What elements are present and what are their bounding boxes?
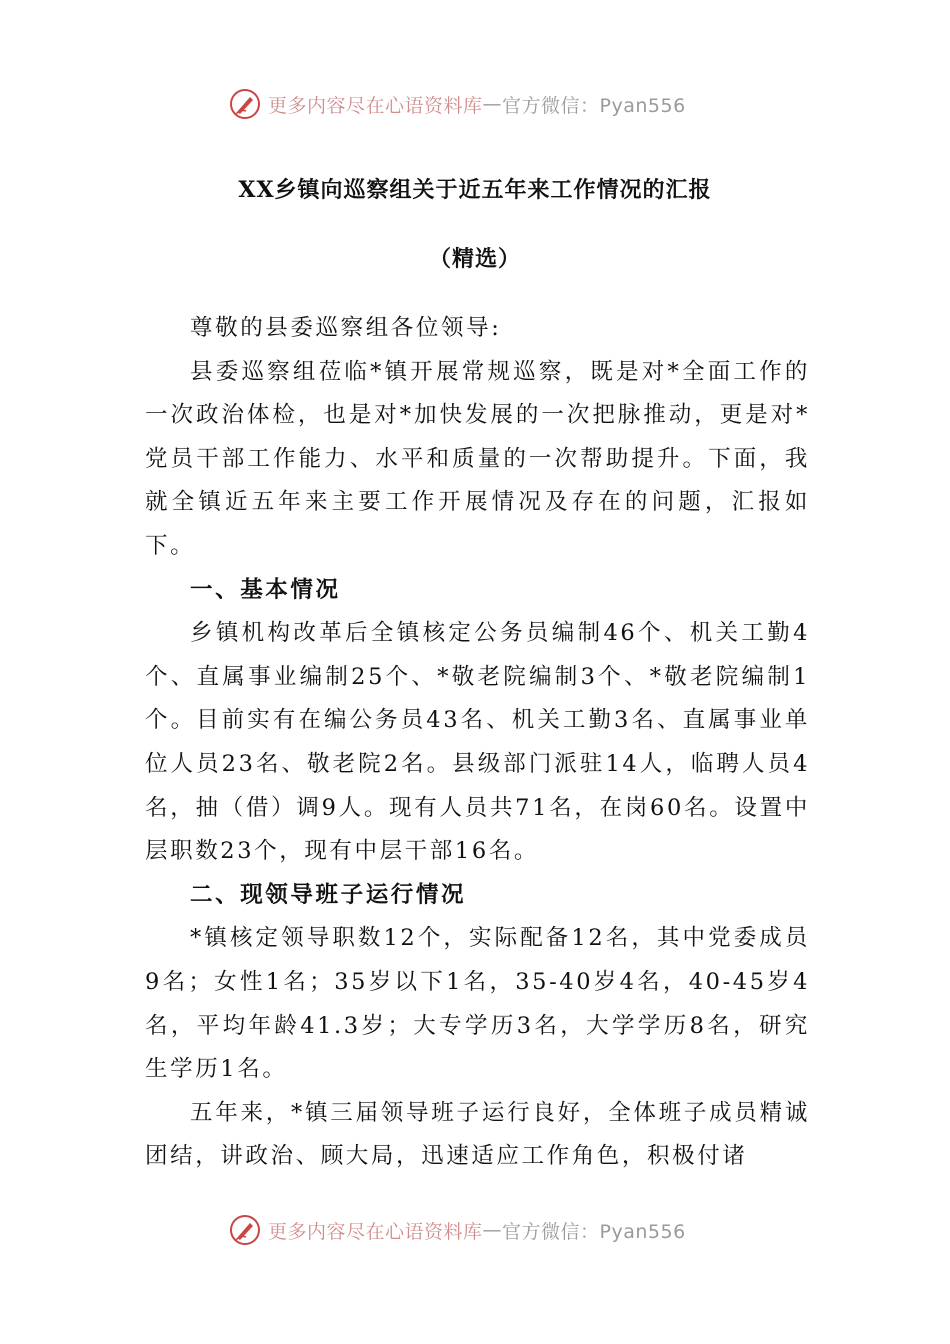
section-heading-leadership: 二、现领导班子运行情况 bbox=[190, 881, 467, 908]
watermark-brand: 更多内容尽在心语资料库 bbox=[268, 1220, 483, 1243]
section-heading-basic: 一、基本情况 bbox=[190, 576, 341, 603]
leadership-paragraph-1: *镇核定领导职数12个，实际配备12名，其中党委成员9名；女性1名；35岁以下1名，35-40岁4名，40-45岁4名，平均年龄41.3岁；大专学历3名，大学学历8名，研究生学历1名。 bbox=[145, 925, 810, 1083]
document-subtitle: （精选） bbox=[428, 246, 521, 272]
watermark-header bbox=[228, 84, 748, 124]
watermark-wechat: 官方微信：Pyan556 bbox=[502, 1220, 686, 1243]
basic-situation-paragraph: 乡镇机构改革后全镇核定公务员编制46个、机关工勤4个、直属事业编制25个、*敬老院编制3个、*敬老院编制1个。目前实有在编公务员43名、机关工勤3名、直属事业单位人员23名、敬老院2名。县级部门派驻14人，临聘人员4名，抽（借）调9人。现有人员共71名，在岗60名。设置中层职数23个，现有中层干部16名。 bbox=[145, 620, 810, 865]
watermark-dash: — bbox=[482, 1219, 503, 1241]
pen-leaf-logo-icon bbox=[228, 1213, 262, 1247]
document-body bbox=[145, 307, 810, 1179]
pen-leaf-logo-icon bbox=[228, 87, 262, 121]
document-title: XX乡镇向巡察组关于近五年来工作情况的汇报 bbox=[238, 177, 712, 203]
watermark-footer bbox=[228, 1210, 748, 1250]
watermark-wechat: 官方微信：Pyan556 bbox=[502, 94, 686, 117]
watermark-brand: 更多内容尽在心语资料库 bbox=[268, 94, 483, 117]
watermark-dash: — bbox=[482, 93, 503, 115]
salutation: 尊敬的县委巡察组各位领导: bbox=[190, 315, 502, 341]
leadership-paragraph-2: 五年来，*镇三届领导班子运行良好，全体班子成员精诚团结，讲政治、顾大局，迅速适应工作角色，积极付诸 bbox=[145, 1099, 810, 1170]
intro-paragraph: 县委巡察组莅临*镇开展常规巡察，既是对*全面工作的一次政治体检，也是对*加快发展的一次把脉推动，更是对*党员干部工作能力、水平和质量的一次帮助提升。下面，我就全镇近五年来主要工作开展情况及存在的问题，汇报如下。 bbox=[145, 358, 810, 559]
